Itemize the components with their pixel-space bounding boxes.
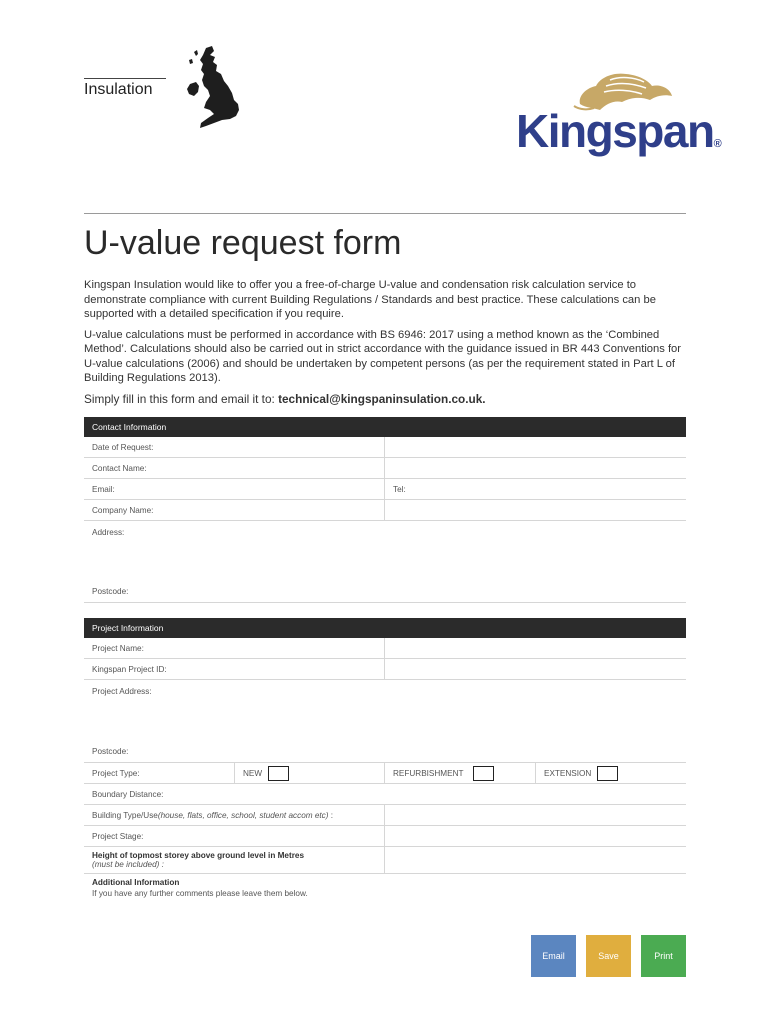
insulation-label: Insulation [84,81,153,98]
project-name-field[interactable] [385,638,686,658]
project-type-label: Project Type: [92,768,140,778]
project-stage-row [84,826,686,847]
project-id-field[interactable] [385,659,686,679]
contact-name-field[interactable] [385,458,686,478]
type-extension-label: EXTENSION [544,768,592,778]
date-row [84,437,686,458]
registered-mark: ® [713,138,722,150]
page-title: U-value request form [84,224,402,262]
print-button[interactable]: Print [641,935,686,977]
additional-info-label: Additional Information [92,878,180,887]
date-label: Date of Request: [92,442,154,452]
brand-wordmark [516,104,722,158]
type-refurb-checkbox[interactable] [473,766,494,781]
company-label: Company Name: [92,505,154,515]
height-label: Height of topmost storey above ground level in Metres [92,851,304,860]
kingspan-logo [516,66,722,158]
project-address-label: Project Address: [92,687,152,696]
height-field[interactable] [385,847,686,873]
email-label[interactable]: Email: [92,484,115,494]
project-type-row [84,763,686,784]
address-label: Address: [92,528,125,537]
type-new-option [235,763,385,783]
additional-info-block [92,877,308,899]
project-stage-field[interactable] [385,826,686,846]
type-extension-checkbox[interactable] [597,766,618,781]
uk-map-icon [186,46,240,130]
boundary-row[interactable] [84,784,686,805]
contact-name-row [84,458,686,479]
type-new-label: NEW [243,768,263,778]
contact-section-header: Contact Information [84,417,686,437]
company-row [84,500,686,521]
boundary-label: Boundary Distance: [92,789,164,799]
intro-paragraph-1: Kingspan Insulation would like to offer you a free-of-charge U-value and condensation risk calculation service to demonstrate compliance with current Building Regulations / Standards and best practice. These calculations can be supported with a detailed specification if you require. [84,279,656,320]
project-id-label: Kingspan Project ID: [92,664,167,674]
date-field[interactable] [385,437,686,457]
type-refurb-label: REFURBISHMENT [393,768,464,778]
building-type-row [84,805,686,826]
tel-label[interactable]: Tel: [393,484,406,494]
type-refurb-option [385,763,535,783]
project-name-row [84,638,686,659]
height-row [84,847,686,874]
building-type-suffix: : [328,810,334,820]
email-button[interactable]: Email [531,935,576,977]
building-type-field[interactable] [385,805,686,825]
project-section-header: Project Information [84,618,686,638]
save-button[interactable]: Save [586,935,631,977]
additional-info-field[interactable] [84,900,686,930]
additional-info-hint: If you have any further comments please leave them below. [92,889,308,898]
intro-paragraph-3 [84,392,686,407]
type-extension-option [536,763,686,783]
intro-instruction: Simply fill in this form and email it to: [84,391,279,406]
project-stage-label: Project Stage: [92,831,144,841]
height-label-cell [84,847,384,873]
project-name-label: Project Name: [92,643,144,653]
title-rule [84,213,686,214]
intro-text [84,278,686,412]
building-type-hint: (house, flats, office, school, student accom etc) [157,810,329,820]
company-field[interactable] [385,500,686,520]
project-address-row[interactable] [84,680,686,763]
header-rule [84,78,166,79]
building-type-label: Building Type/Use [92,810,158,820]
project-postcode-label: Postcode: [92,747,129,756]
address-row[interactable] [84,521,686,603]
height-hint: (must be included) : [92,860,164,869]
building-type-label-cell [84,805,384,825]
email-tel-row [84,479,686,500]
postcode-label: Postcode: [92,587,129,596]
intro-paragraph-2: U-value calculations must be performed in accordance with BS 6946: 2017 using a method known as the ‘Combined Method’. Calculations should also be carried out in strict accordance with the guidance issued in BR 443 Conventions for U-value calculations (2006) and should be undertaken by competent persons (as per the requirement stated in Part L of Building Regulations 2013). [84,328,682,384]
contact-name-label: Contact Name: [92,463,147,473]
brand-name: Kingspan [516,105,714,157]
contact-email-link[interactable]: technical@kingspaninsulation.co.uk. [278,391,486,406]
type-new-checkbox[interactable] [268,766,289,781]
project-id-row [84,659,686,680]
